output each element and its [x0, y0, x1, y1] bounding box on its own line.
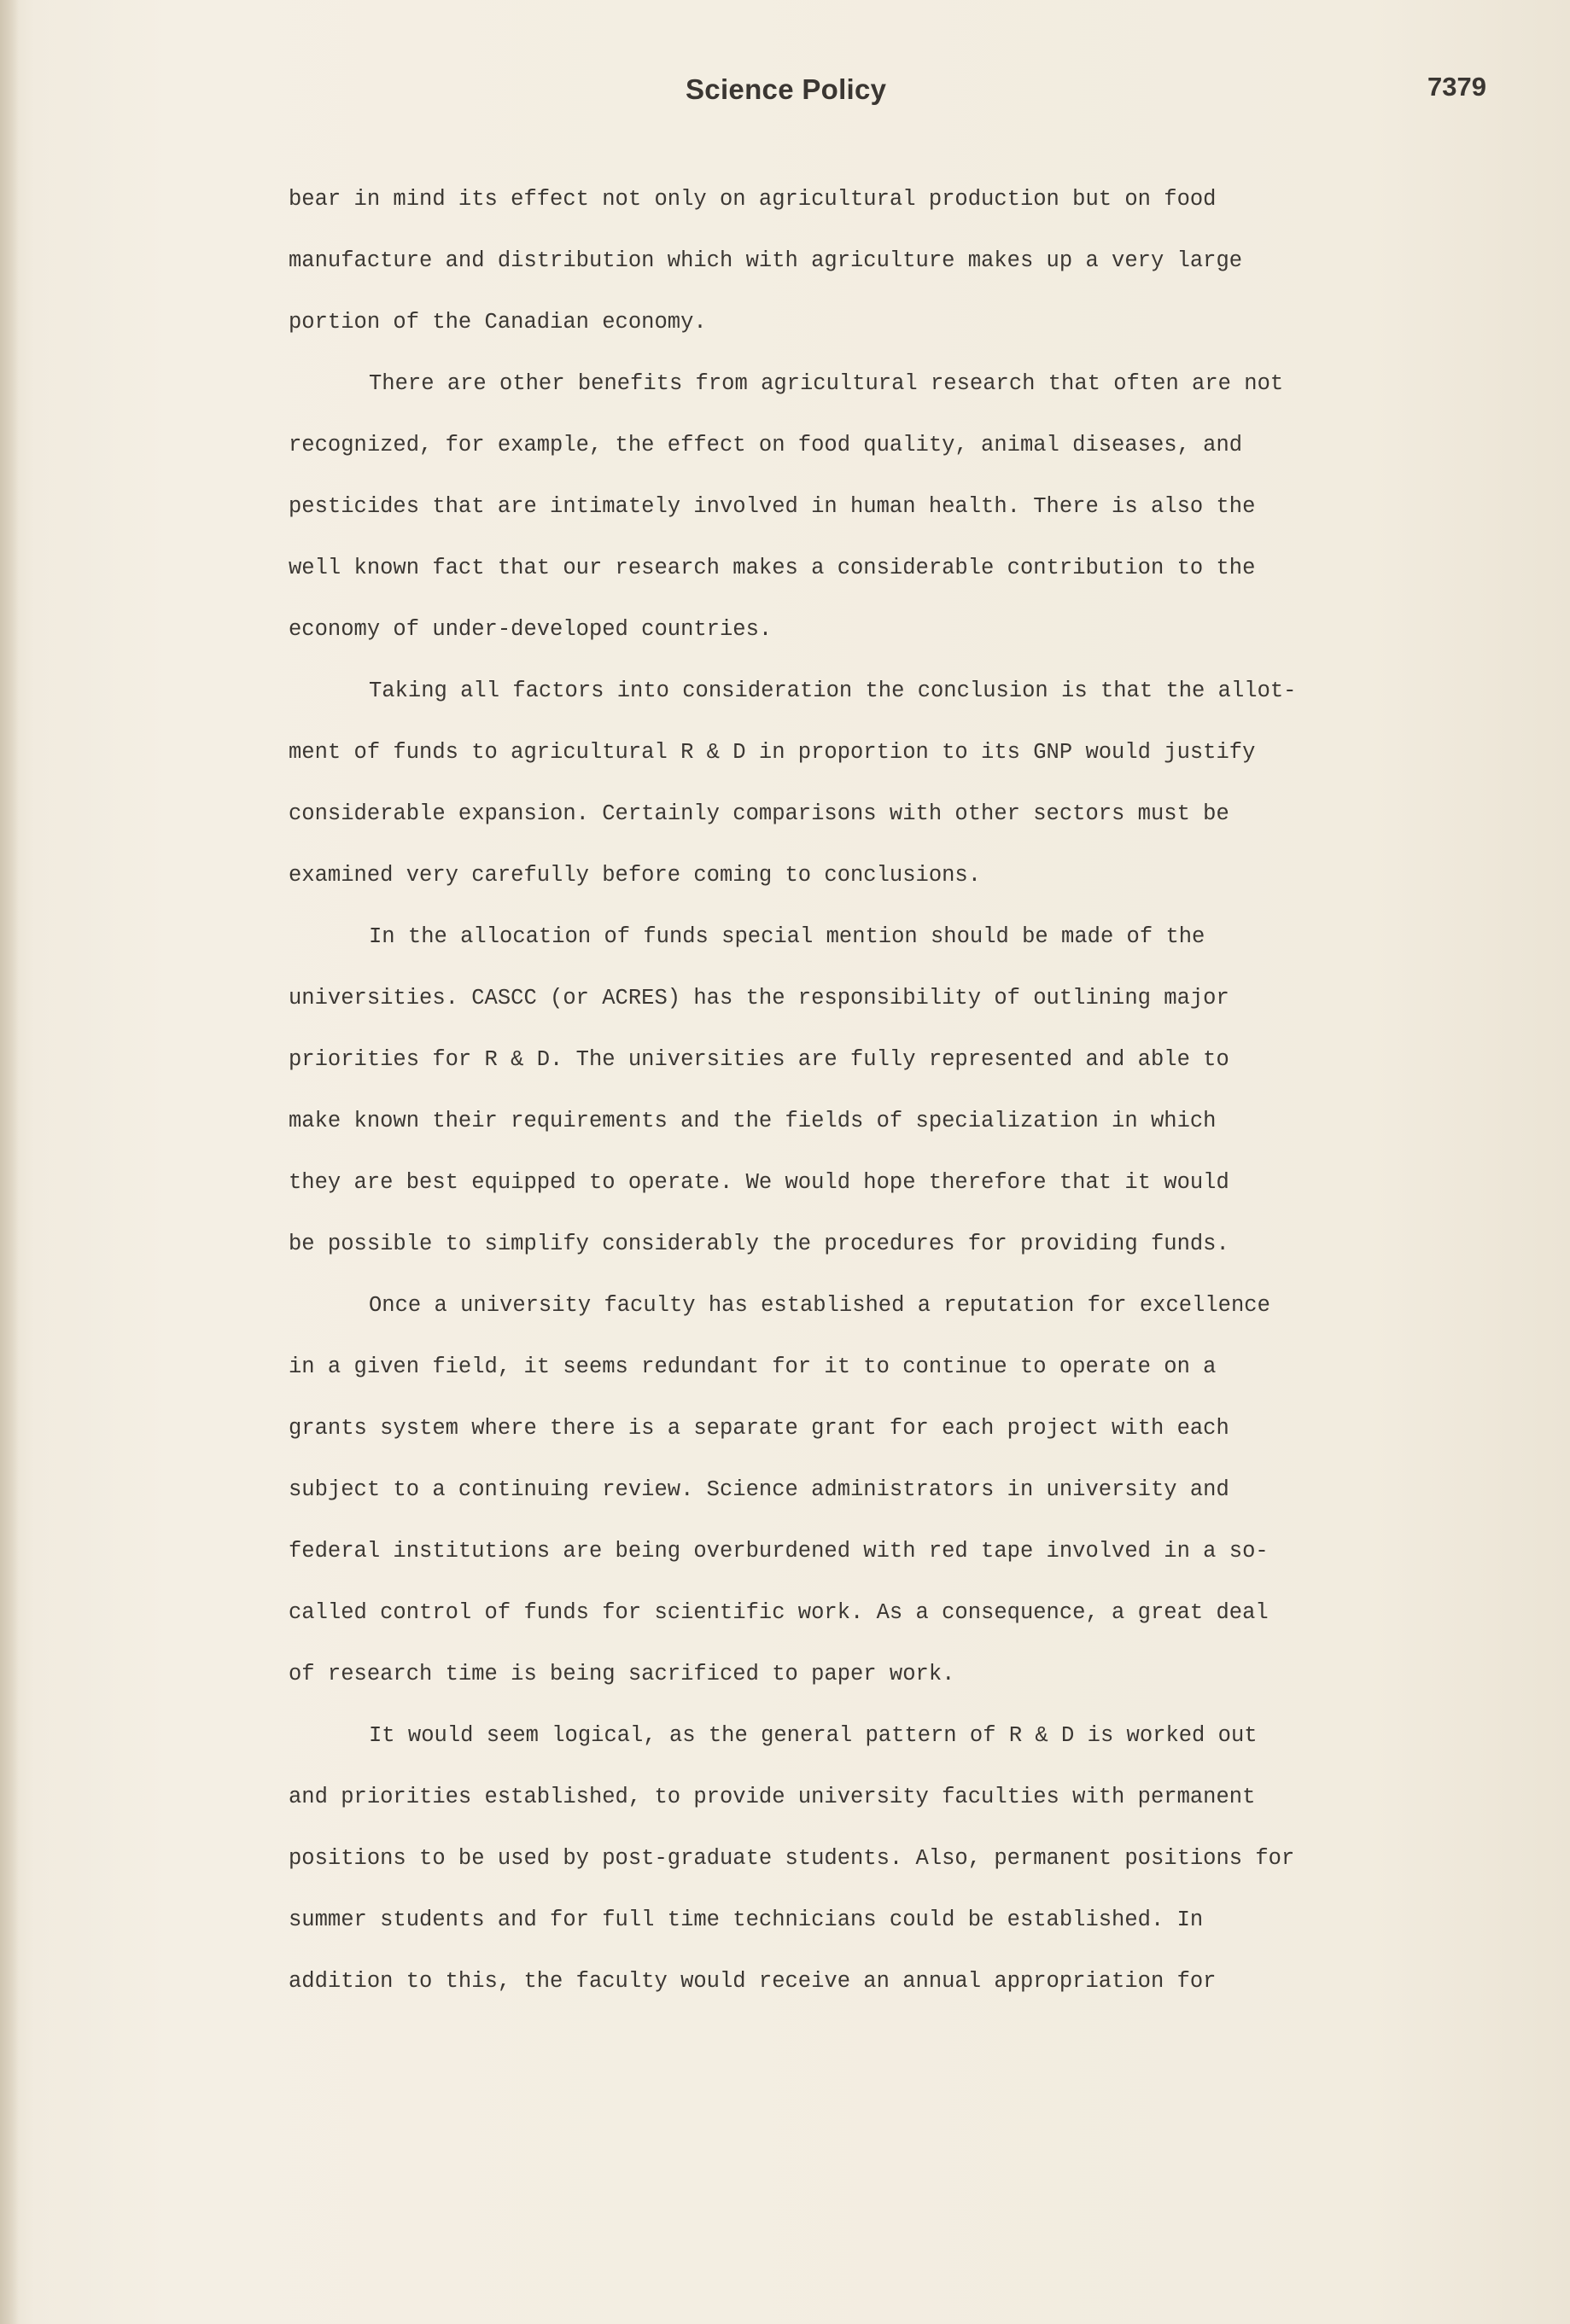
text-line: economy of under-developed countries.	[289, 617, 773, 642]
binding-edge	[0, 0, 19, 2324]
text-line: called control of funds for scientific work. As a consequence, a great deal	[289, 1600, 1269, 1625]
text-line: considerable expansion. Certainly comparisons with other sectors must be	[289, 801, 1229, 826]
text-line: priorities for R & D. The universities are fully represented and able to	[289, 1047, 1229, 1072]
paragraph-first-line: There are other benefits from agricultural research that often are not	[369, 371, 1284, 396]
text-line: of research time is being sacrificed to paper work.	[289, 1662, 955, 1686]
text-line: federal institutions are being overburdened with red tape involved in a so-	[289, 1539, 1269, 1564]
paragraph-first-line: Taking all factors into consideration the conclusion is that the allot-	[369, 679, 1297, 703]
text-line: well known fact that our research makes a considerable contribution to the	[289, 556, 1256, 580]
text-line: pesticides that are intimately involved in human health. There is also the	[289, 494, 1256, 519]
text-line: and priorities established, to provide university faculties with permanent	[289, 1785, 1256, 1809]
text-line: addition to this, the faculty would receive an annual appropriation for	[289, 1969, 1217, 1994]
running-header-title: Science Policy	[686, 73, 887, 105]
text-line: subject to a continuing review. Science administrators in university and	[289, 1477, 1229, 1502]
text-line: be possible to simplify considerably the procedures for providing funds.	[289, 1232, 1229, 1256]
text-line: portion of the Canadian economy.	[289, 310, 707, 335]
text-line: universities. CASCC (or ACRES) has the responsibility of outlining major	[289, 986, 1229, 1011]
text-line: examined very carefully before coming to conclusions.	[289, 863, 982, 888]
text-line: recognized, for example, the effect on food quality, animal diseases, and	[289, 433, 1243, 457]
text-line: bear in mind its effect not only on agricultural production but on food	[289, 187, 1217, 212]
text-line: summer students and for full time technicians could be established. In	[289, 1908, 1204, 1932]
text-line: they are best equipped to operate. We would hope therefore that it would	[289, 1170, 1229, 1195]
paragraph-first-line: It would seem logical, as the general pattern of R & D is worked out	[369, 1723, 1258, 1748]
text-line: grants system where there is a separate grant for each project with each	[289, 1416, 1229, 1441]
page-number: 7379	[1427, 72, 1486, 102]
text-line: in a given field, it seems redundant for it to continue to operate on a	[289, 1354, 1217, 1379]
paragraph-first-line: Once a university faculty has established a reputation for excellence	[369, 1293, 1270, 1318]
paragraph-first-line: In the allocation of funds special mention should be made of the	[369, 924, 1205, 949]
text-line: ment of funds to agricultural R & D in proportion to its GNP would justify	[289, 740, 1256, 765]
text-line: positions to be used by post-graduate students. Also, permanent positions for	[289, 1846, 1295, 1871]
body-text	[289, 169, 1313, 2012]
text-line: make known their requirements and the fields of specialization in which	[289, 1109, 1217, 1133]
text-line: manufacture and distribution which with agriculture makes up a very large	[289, 248, 1243, 273]
